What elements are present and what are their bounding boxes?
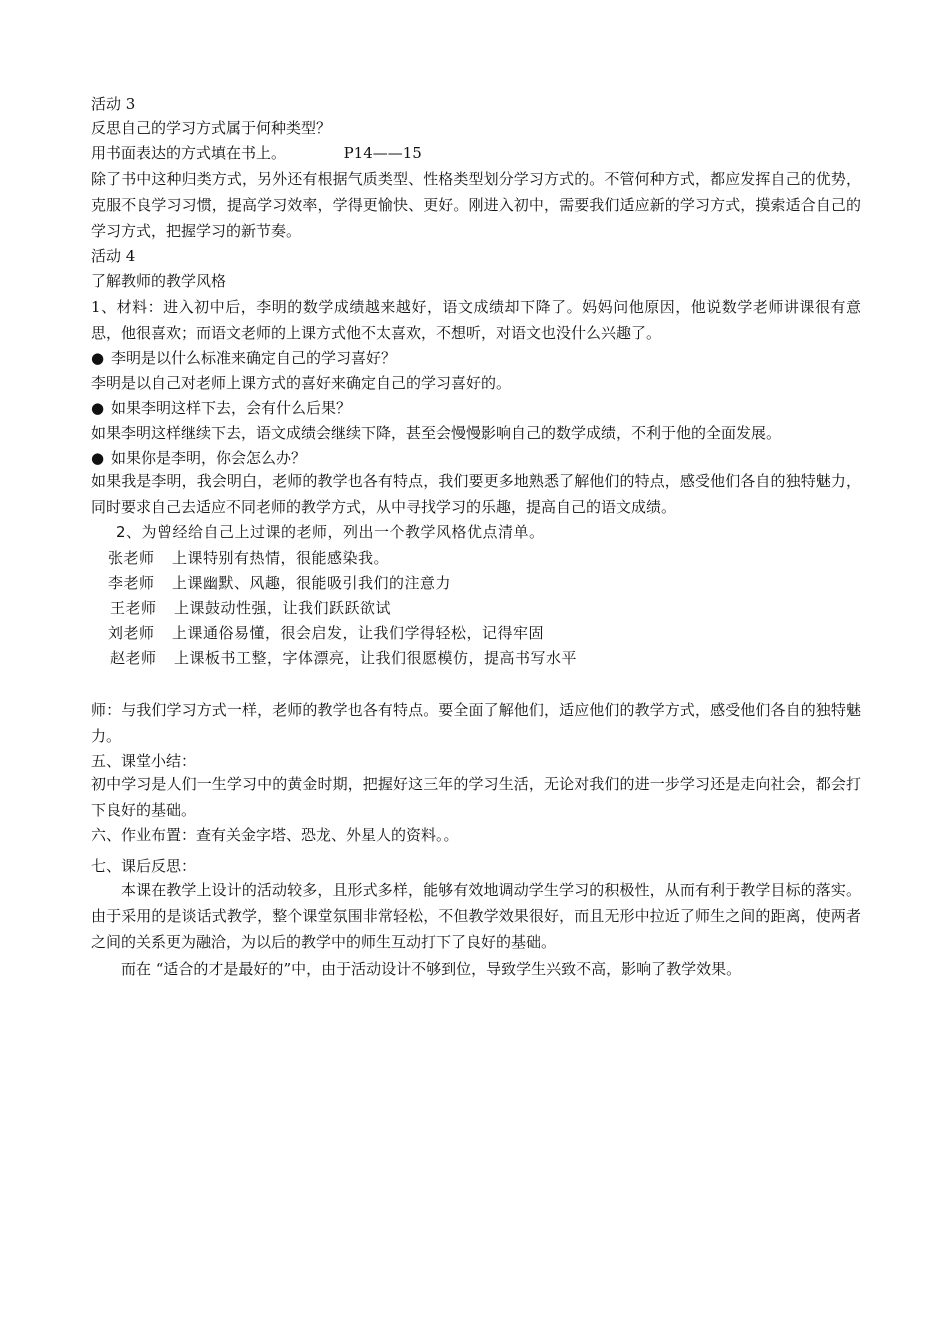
teacher-style-description: 上课板书工整，字体漂亮，让我们很愿模仿，提高书写水平	[174, 649, 578, 667]
teacher-name: 张老师	[108, 549, 155, 567]
question-3	[91, 447, 861, 469]
teacher-style-description: 上课幽默、风趣，很能吸引我们的注意力	[172, 574, 452, 592]
activity-4-title: 活动 4	[91, 247, 136, 265]
question-1-text: 李明是以什么标准来确定自己的学习喜好？	[111, 349, 397, 367]
activity-3-instruction	[91, 142, 861, 164]
question-2-text: 如果李明这样下去，会有什么后果？	[111, 399, 352, 417]
section-5-title: 五、课堂小结：	[91, 752, 197, 770]
page-reference: P14——15	[343, 144, 422, 162]
section-7-title: 七、课后反思：	[91, 857, 197, 875]
teacher-note: 师：与我们学习方式一样，老师的教学也各有特点。要全面了解他们，适应他们的教学方式，感受他们各自的独特魅力。	[91, 701, 861, 745]
teacher-list-item	[110, 646, 577, 671]
teacher-name: 刘老师	[108, 624, 155, 642]
question-2	[91, 397, 861, 419]
teacher-name: 李老师	[108, 574, 155, 592]
activity-4-subtitle: 了解教师的教学风格	[91, 272, 227, 290]
teacher-list-heading: 2、为曾经给自己上过课的老师，列出一个教学风格优点清单。	[116, 523, 545, 541]
section-5-text: 初中学习是人们一生学习中的黄金时期，把握好这三年的学习生活，无论对我们的进一步学习还是走向社会，都会打下良好的基础。	[91, 775, 861, 819]
activity-3-paragraph: 除了书中这种归类方式，另外还有根据气质类型、性格类型划分学习方式的。不管何种方式，都应发挥自己的优势，克服不良学习习惯，提高学习效率，学得更愉快、更好。刚进入初中，需要我们适应新的学习方式，摸索适合自己的学习方式，把握学习的新节奏。	[91, 170, 861, 240]
teacher-list-item	[110, 596, 391, 621]
teacher-style-description: 上课通俗易懂，很会启发，让我们学得轻松，记得牢固	[172, 624, 545, 642]
teacher-list-item	[108, 621, 544, 646]
teacher-style-description: 上课特别有热情，很能感染我。	[172, 549, 390, 567]
teacher-list-item	[108, 546, 389, 571]
activity-4-material: 1、材料：进入初中后，李明的数学成绩越来越好，语文成绩却下降了。妈妈问他原因，他说数学老师讲课很有意思，他很喜欢；而语文老师的上课方式他不太喜欢，不想听，对语文也没什么兴趣了。	[91, 298, 861, 342]
instruction-text: 用书面表达的方式填在书上。	[91, 144, 287, 162]
answer-1: 李明是以自己对老师上课方式的喜好来确定自己的学习喜好的。	[91, 374, 512, 392]
teacher-style-description: 上课鼓动性强，让我们跃跃欲试	[174, 599, 392, 617]
question-3-text: 如果你是李明，你会怎么办？	[111, 449, 307, 467]
activity-3-question: 反思自己的学习方式属于何种类型？	[91, 119, 332, 137]
answer-2: 如果李明这样继续下去，语文成绩会继续下降，甚至会慢慢影响自己的数学成绩，不利于他的全面发展。	[91, 424, 782, 442]
teacher-name: 赵老师	[110, 649, 157, 667]
answer-3: 如果我是李明，我会明白，老师的教学也各有特点，我们要更多地熟悉了解他们的特点，感受他们各自的独特魅力，同时要求自己去适应不同老师的教学方式，从中寻找学习的乐趣，提高自己的语文成绩。	[91, 472, 861, 516]
question-1	[91, 347, 861, 369]
section-7-paragraph-1: 本课在教学上设计的活动较多，且形式多样，能够有效地调动学生学习的积极性，从而有利于教学目标的落实。由于采用的是谈话式教学，整个课堂氛围非常轻松，不但教学效果很好，而且无形中拉近了师生之间的距离，使两者之间的关系更为融洽，为以后的教学中的师生互动打下了良好的基础。	[91, 881, 861, 951]
teacher-list-item	[108, 571, 451, 596]
section-7-paragraph-2: 而在 “适合的才是最好的”中，由于活动设计不够到位，导致学生兴致不高，影响了教学效果。	[121, 960, 742, 978]
activity-3-title: 活动 3	[91, 95, 136, 113]
bullet-icon: ●	[91, 449, 105, 467]
section-6-title: 六、作业布置：查有关金字塔、恐龙、外星人的资料。。	[91, 826, 459, 844]
teacher-name: 王老师	[110, 599, 157, 617]
bullet-icon: ●	[91, 349, 105, 367]
bullet-icon: ●	[91, 399, 105, 417]
